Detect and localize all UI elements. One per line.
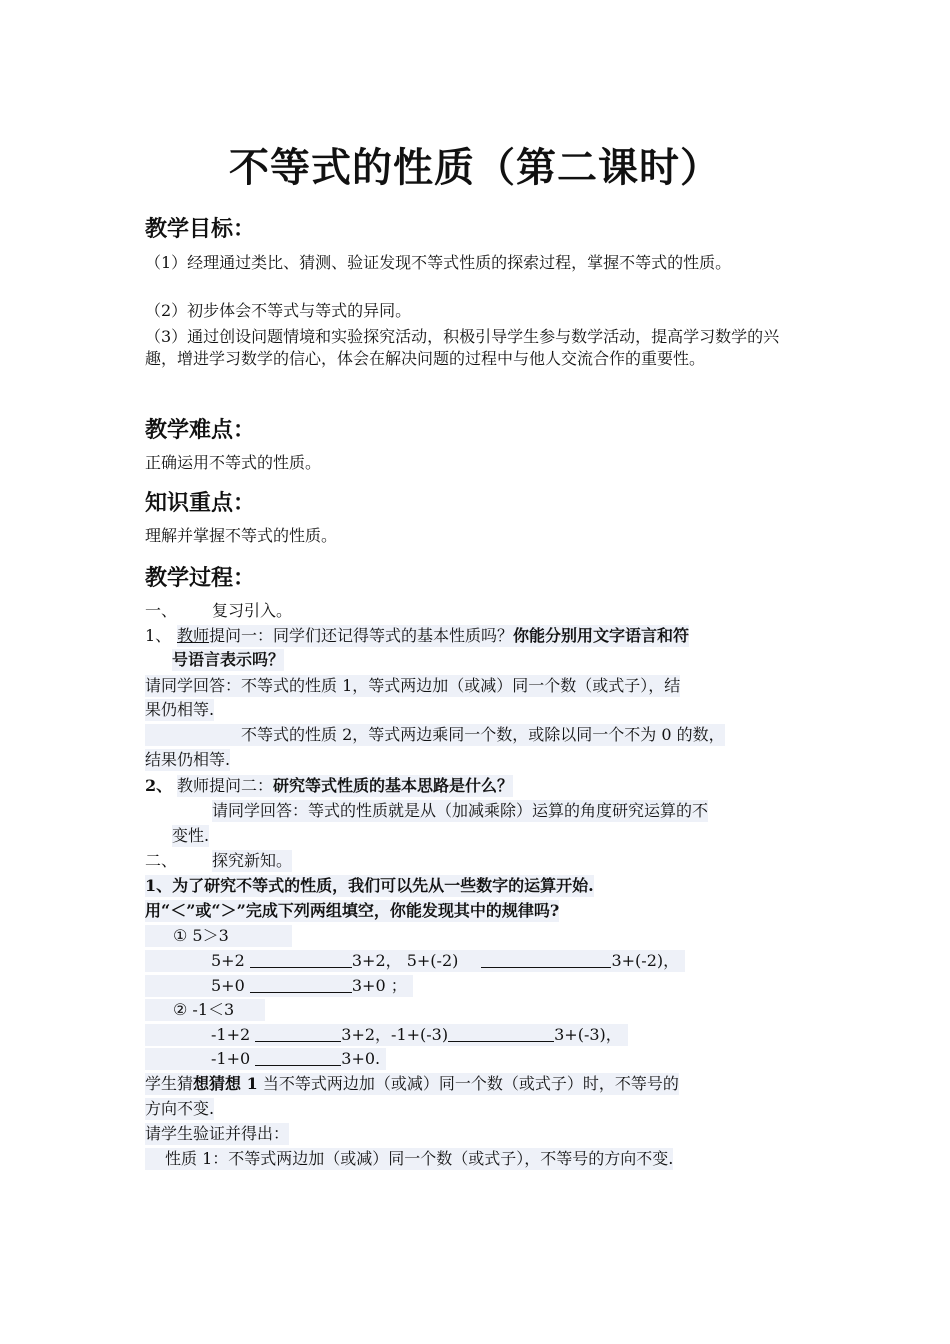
answer3-line1: 请同学回答：等式的性质就是从（加减乘除）运算的角度研究运算的不 [212,801,709,820]
answer2-line1: 不等式的性质 2，等式两边乘同一个数，或除以同一个不为 0 的数， [145,724,725,746]
ex2b-left: -1+0 [211,1049,251,1068]
inquiry-line2: 用“＜”或“＞”完成下列两组填空，你能发现其中的规律吗? [145,901,560,920]
ex2b-blank[interactable] [255,1049,341,1066]
ex1a-mid: 3+2， 5+(-2) [351,951,459,970]
ex1b-right: 3+0 ； [351,976,407,995]
exercise2-header: ② -1＜3 [145,999,265,1021]
ex2a-mid: 3+2，-1+(-3) [341,1025,449,1044]
guess-text: 当不等式两边加（或减）同一个数（或式子）时，不等号的 [257,1074,679,1093]
exercise1-row-b [145,975,413,997]
exercise2-row-a [145,1024,628,1046]
guess-label: 想猜想 1 [193,1074,258,1093]
ex2a-left: -1+2 [211,1025,251,1044]
answer2-line2: 结果仍相等. [145,750,231,769]
question1-teacher: 教师 [177,626,210,645]
process-heading: 教学过程： [145,566,256,591]
answer1-line1: 请同学回答：不等式的性质 1，等式两边加（或减）同一个数（或式子），结 [145,676,681,695]
goal-item-2: （2）初步体会不等式与等式的异同。 [145,301,412,320]
verify-line: 请学生验证并得出： [145,1124,290,1143]
question1-line [177,625,689,647]
guess-line1 [145,1073,679,1095]
goal-item-1: （1）经理通过类比、猜测、验证发现不等式性质的探索过程，掌握不等式的性质。 [145,253,732,272]
exercise2-row-b [145,1048,386,1070]
question1-text: 提问一：同学们还记得等式的基本性质吗？ [209,626,514,645]
key-heading: 知识重点： [145,491,256,516]
ex2a-blank1[interactable] [255,1025,341,1042]
question1-bold-2: 号语言表示吗？ [172,650,285,669]
part2-number: 二、 [145,851,178,870]
difficulty-heading: 教学难点： [145,418,256,443]
question2-text: 教师提问二： [177,776,274,795]
question2-bold: 研究等式性质的基本思路是什么？ [273,776,514,795]
guess-prefix: 学生猜 [145,1074,194,1093]
ex1a-left: 5+2 [211,951,245,970]
ex1a-blank2[interactable] [481,951,611,968]
goals-heading: 教学目标： [145,217,256,242]
exercise1-row-a [145,950,685,972]
part2-title: 探究新知。 [212,851,293,870]
goal-item-3: （3）通过创设问题情境和实验探究活动，积极引导学生参与数学活动，提高学习数学的兴趣，增进学习数学的信心，体会在解决问题的过程中与他人交流合作的重要性。 [145,327,780,368]
question1-number: 1、 [145,626,172,645]
exercise1-header: ① 5＞3 [145,925,292,947]
question2-line [177,775,513,797]
difficulty-text: 正确运用不等式的性质。 [145,453,322,472]
question1-bold-1: 你能分别用文字语言和符 [513,626,690,645]
ex1b-blank[interactable] [250,976,352,993]
ex1b-left: 5+0 [211,976,245,995]
part1-title: 复习引入。 [212,601,293,620]
ex1a-right: 3+(-2)， [611,951,680,970]
document-title: 不等式的性质（第二课时） [229,145,721,191]
inquiry-line1: 1、为了研究不等式的性质，我们可以先从一些数字的运算开始. [145,876,594,895]
part1-number: 一、 [145,601,178,620]
answer1-line2: 果仍相等. [145,700,215,719]
property1-line: 性质 1：不等式两边加（或减）同一个数（或式子），不等号的方向不变. [145,1148,673,1170]
ex2a-blank2[interactable] [448,1025,554,1042]
ex2a-right: 3+(-3)， [554,1025,622,1044]
ex1a-blank1[interactable] [250,951,352,968]
key-text: 理解并掌握不等式的性质。 [145,526,338,545]
guess-line2: 方向不变. [145,1099,215,1118]
question2-number: 2、 [145,776,173,795]
ex2b-right: 3+0. [341,1049,381,1068]
answer3-line2: 变性. [172,826,210,845]
